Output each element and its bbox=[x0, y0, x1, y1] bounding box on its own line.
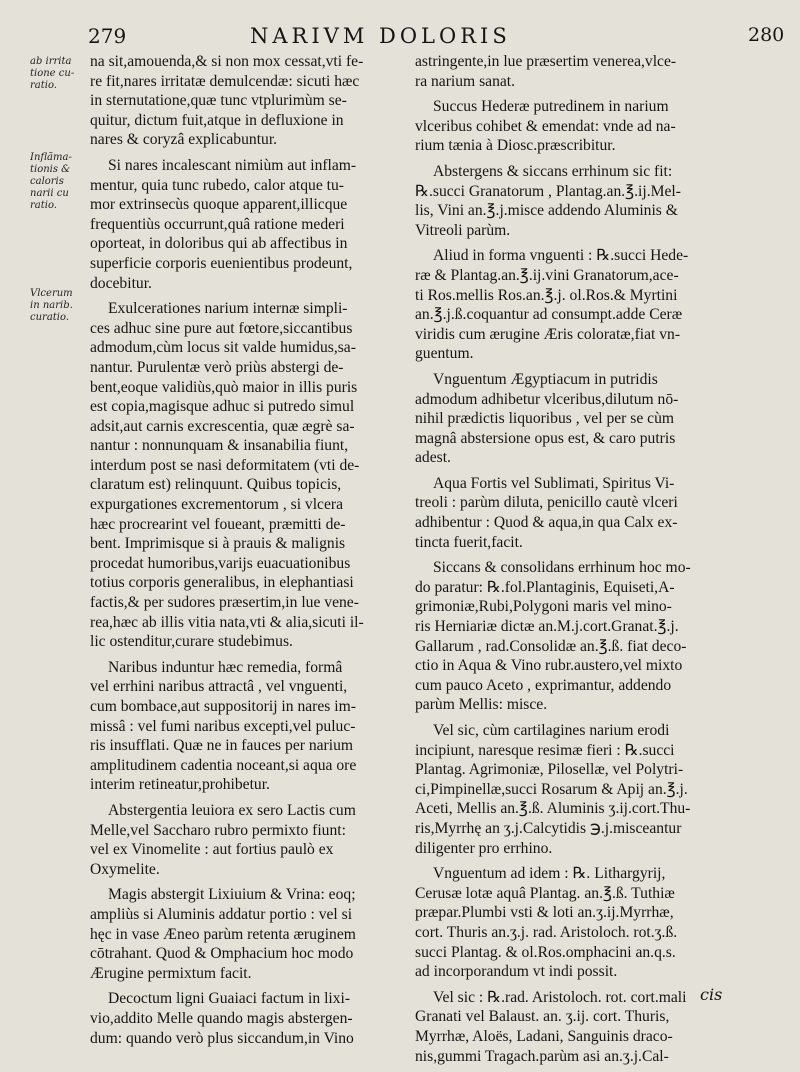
margin-note bbox=[30, 56, 74, 92]
text-line: factis,& per sudores præsertim,in lue vene- bbox=[90, 594, 359, 612]
text-line: adsit,aut carnis excrescentia, quæ ægrè sa- bbox=[90, 417, 355, 435]
text-line: Plantag. Agrimoniæ, Pilosellæ, vel Polytri- bbox=[415, 761, 684, 779]
text-line: mor extrinsecùs quoque apparent,illicque bbox=[90, 196, 348, 214]
text-line: Myrrhæ, Aloës, Ladani, Sanguinis draco- bbox=[415, 1027, 673, 1045]
text-line: an.℥.j.ß.coquantur ad consumpt.adde Ceræ bbox=[415, 306, 683, 324]
paragraph bbox=[415, 370, 737, 468]
paragraph bbox=[90, 52, 410, 150]
text-line: ℞.succi Granatorum , Plantag.an.℥.ij.Mel- bbox=[415, 182, 681, 200]
text-line: ra narium sanat. bbox=[415, 72, 516, 90]
text-line: lis, Vini an.℥.j.misce addendo Aluminis & bbox=[415, 202, 678, 220]
text-line: nantur : nonnunquam & insanabilia fiunt, bbox=[90, 437, 349, 455]
text-line: ad incorporandum vt indi possit. bbox=[415, 963, 618, 981]
text-line: tincta fuerit,facit. bbox=[415, 533, 523, 551]
text-line: parùm Mellis: misce. bbox=[415, 696, 548, 714]
text-line: adest. bbox=[415, 449, 451, 467]
text-line: diligenter pro errhino. bbox=[415, 839, 553, 857]
text-line: Aliud in forma vnguenti : ℞.succi Hede- bbox=[433, 247, 689, 265]
text-line: procedat humoribus,varijs euacuationibus bbox=[90, 554, 351, 572]
text-line: admodum adhibetur vlceribus,dilutum nō- bbox=[415, 390, 679, 408]
text-line: dum: quando verò plus siccandum,in Vino bbox=[90, 1029, 354, 1047]
paragraph bbox=[415, 864, 737, 982]
text-line: interim retineatur,prohibetur. bbox=[90, 776, 270, 794]
margin-note-line: in narib. bbox=[30, 300, 73, 311]
paragraph bbox=[415, 97, 737, 156]
text-line: cort. Thuris an.ʒ.j. rad. Aristoloch. rot.ʒ.ß. bbox=[415, 923, 678, 941]
paragraph bbox=[415, 162, 737, 240]
text-line: vel ex Vinomelite : aut fortius paulò ex bbox=[90, 841, 334, 859]
text-line: vel errhini naribus attractâ , vel vnguenti, bbox=[90, 678, 348, 696]
margin-note-line: tione cu- bbox=[30, 68, 75, 79]
text-line: Decoctum ligni Guaiaci factum in lixi- bbox=[108, 990, 351, 1008]
paragraph bbox=[90, 801, 410, 879]
left-column bbox=[90, 52, 410, 1054]
text-line: Oxymelite. bbox=[90, 860, 160, 878]
text-line: bent,eoque validiùs,quò maior in illis puris bbox=[90, 378, 358, 396]
page-number-left: 279 bbox=[88, 24, 127, 48]
text-line: quitur, dictum fuit,atque in defluxione in bbox=[90, 111, 344, 129]
text-line: est copia,magisque adhuc si putredo simul bbox=[90, 398, 355, 416]
text-line: ctio in Aqua & Vino rubr.austero,vel mixto bbox=[415, 657, 683, 675]
margin-note-line: caloris bbox=[30, 176, 64, 187]
margin-note-line: tionis & bbox=[30, 164, 71, 175]
text-line: nihil prædictis liquoribus , vel per se cùm bbox=[415, 410, 674, 428]
text-line: Abstergens & siccans errhinum sic fit: bbox=[433, 162, 673, 180]
text-line: ræ & Plantag.an.℥.ij.vini Granatorum,ace- bbox=[415, 266, 679, 284]
text-line: cōtrahant. Quod & Omphacium hoc modo bbox=[90, 945, 354, 963]
text-line: rium tænia à Diosc.præscribitur. bbox=[415, 137, 616, 155]
text-line: Aceti, Mellis an.℥.ß. Aluminis ʒ.ij.cort.Thu- bbox=[415, 800, 691, 818]
text-line: ces adhuc sine pure aut fœtore,siccantibus bbox=[90, 319, 353, 337]
text-line: rea,hæc ab illis vitia nata,vti & alia,sicuti il- bbox=[90, 613, 364, 631]
text-line: grimoniæ,Rubi,Polygoni maris vel mino- bbox=[415, 598, 672, 616]
text-line: treoli : parùm diluta, penicillo cautè vlceri bbox=[415, 494, 678, 512]
text-line: magnâ abstersione opus est, & caro putris bbox=[415, 429, 676, 447]
text-line: Vnguentum Ægyptiacum in putridis bbox=[433, 370, 658, 388]
margin-note-line: ratio. bbox=[30, 80, 57, 91]
text-line: claratum est) relinquunt. Quibus topicis, bbox=[90, 476, 342, 494]
margin-note bbox=[30, 288, 73, 324]
text-line: cum pauco Aceto , exprimantur, addendo bbox=[415, 676, 672, 694]
text-line: nares & coryzâ explicabuntur. bbox=[90, 131, 278, 149]
margin-note bbox=[30, 152, 72, 212]
text-line: viridis cum ærugine Æris coloratæ,fiat vn- bbox=[415, 325, 681, 343]
paragraph bbox=[415, 558, 737, 715]
paragraph bbox=[90, 156, 410, 293]
paragraph bbox=[415, 721, 737, 858]
text-line: Vnguentum ad idem : ℞. Lithargyrij, bbox=[433, 865, 666, 883]
text-line: na sit,amouenda,& si non mox cessat,vti fe- bbox=[90, 53, 364, 70]
text-line: Naribus induntur hæc remedia, formâ bbox=[108, 658, 343, 676]
text-line: Vel sic, cùm cartilagines narium erodi bbox=[433, 722, 670, 739]
text-line: ti Ros.mellis Ros.an.℥.j. ol.Ros.& Myrtini bbox=[415, 286, 678, 304]
text-line: amplitudinem cadentia noceant,si aqua ore bbox=[90, 756, 357, 774]
text-line: ris insufflati. Quæ ne in fauces per narium bbox=[90, 737, 354, 755]
text-line: astringente,in lue præsertim venerea,vlce- bbox=[415, 53, 677, 70]
text-line: in sternutatione,quæ tunc vtplurimùm se- bbox=[90, 92, 347, 110]
text-line: nis,gummi Tragach.parùm asi an.ʒ.j.Cal- bbox=[415, 1047, 669, 1065]
text-line: totius corporis generalibus, in elephantiasi bbox=[90, 574, 354, 592]
text-line: do paratur: ℞.fol.Plantaginis, Equiseti,A- bbox=[415, 578, 675, 596]
text-line: ampliùs si Aluminis addatur portio : vel si bbox=[90, 905, 353, 923]
text-line: Exulcerationes narium internæ simpli- bbox=[108, 300, 348, 318]
paragraph bbox=[90, 299, 410, 652]
text-line: Magis abstergit Lixiuium & Vrina: eoq; bbox=[108, 886, 356, 904]
text-line: Gallarum , rad.Consolidæ an.℥.ß. fiat deco- bbox=[415, 637, 687, 655]
right-column bbox=[415, 52, 737, 1072]
text-line: vlceribus cohibet & emendat: vnde ad na- bbox=[415, 117, 676, 135]
paragraph bbox=[415, 474, 737, 552]
running-title: NARIVM DOLORIS bbox=[250, 24, 511, 48]
text-line: docebitur. bbox=[90, 274, 152, 292]
margin-note-line: ratio. bbox=[30, 200, 57, 211]
text-line: vio,addito Melle quando magis abstergen- bbox=[90, 1009, 353, 1027]
text-line: hæc procrearint vel foueant, præmitti de- bbox=[90, 515, 346, 533]
text-line: Abstergentia leuiora ex sero Lactis cum bbox=[108, 801, 356, 819]
margin-note-line: ab irrita bbox=[30, 56, 72, 67]
text-line: admodum,cùm locus sit valde humidus,sa- bbox=[90, 339, 356, 357]
paragraph bbox=[90, 658, 410, 795]
margin-note-line: narii cu bbox=[30, 188, 69, 199]
text-line: oporteat, in doloribus qui ab affectibus in bbox=[90, 235, 348, 253]
text-line: Ærugine permixtum facit. bbox=[90, 964, 252, 982]
text-line: hęc in vase Æneo parùm retenta æruginem bbox=[90, 925, 356, 943]
text-line: interdum post se nasi deformitatem (vti de- bbox=[90, 456, 360, 474]
text-line: Vel sic : ℞.rad. Aristoloch. rot. cort.mali bbox=[433, 988, 687, 1006]
text-line: superficie corporis euenientibus prodeunt, bbox=[90, 254, 353, 272]
text-line: Vitreoli parùm. bbox=[415, 221, 511, 239]
text-line: ris,Myrrhę an ʒ.j.Calcytidis ℈.j.misceantur bbox=[415, 819, 682, 837]
text-line: Si nares incalescant nimiùm aut inflam- bbox=[108, 156, 357, 174]
catchword: cis bbox=[700, 985, 723, 1004]
text-line: Granati vel Balaust. an. ʒ.ij. cort. Thuris, bbox=[415, 1008, 670, 1026]
page-number-right: 280 bbox=[748, 24, 785, 46]
text-line: adhibentur : Quod & aqua,in qua Calx ex- bbox=[415, 514, 678, 532]
text-line: Aqua Fortis vel Sublimati, Spiritus Vi- bbox=[433, 474, 675, 492]
margin-note-line: curatio. bbox=[30, 312, 70, 323]
paragraph bbox=[90, 885, 410, 983]
text-line: ci,Pimpinellæ,succi Rosarum & Apij an.℥.j. bbox=[415, 780, 688, 798]
running-header bbox=[0, 24, 800, 54]
text-line: Cerusæ lotæ aquâ Plantag. an.℥.ß. Tuthiæ bbox=[415, 884, 675, 902]
text-line: mentur, quia tunc rubedo, calor atque tu- bbox=[90, 176, 344, 194]
text-line: guentum. bbox=[415, 345, 474, 363]
paragraph bbox=[90, 989, 410, 1048]
text-line: incipiunt, naresque resimæ fieri : ℞.succi bbox=[415, 741, 675, 759]
text-line: præpar.Plumbi vsti & loti an.ʒ.ij.Myrrhæ, bbox=[415, 904, 674, 922]
text-line: re fit,nares irritatæ demulcendæ: sicuti hæc bbox=[90, 72, 360, 90]
text-line: bent. Imprimisque si à prauis & malignis bbox=[90, 535, 346, 553]
text-line: frequentiùs occurrunt,quâ ratione mederi bbox=[90, 215, 345, 233]
text-line: Melle,vel Saccharo rubro permixto fiunt: bbox=[90, 821, 346, 839]
margin-note-line: Inflãma- bbox=[30, 152, 72, 163]
paragraph bbox=[415, 52, 737, 91]
text-line: expurgationes excrementorum , si vlcera bbox=[90, 496, 344, 514]
text-line: cum bombace,aut suppositorij in nares im- bbox=[90, 698, 356, 715]
text-line: lic ostenditur,curare studebimus. bbox=[90, 633, 293, 651]
text-line: ris Herniariæ dictæ an.M.j.cort.Granat.℥.j. bbox=[415, 618, 679, 636]
text-line: Siccans & consolidans errhinum hoc mo- bbox=[433, 559, 691, 577]
text-line: missâ : vel fumi naribus excepti,vel puluc- bbox=[90, 717, 356, 735]
text-line: succi Plantag. & ol.Ros.omphacini an.q.s. bbox=[415, 943, 676, 961]
text-line: nantur. Purulentæ verò priùs abstergi de- bbox=[90, 358, 344, 376]
text-line: Succus Hederæ putredinem in narium bbox=[433, 98, 669, 116]
margin-note-line: Vlcerum bbox=[30, 288, 73, 299]
paragraph bbox=[415, 246, 737, 364]
